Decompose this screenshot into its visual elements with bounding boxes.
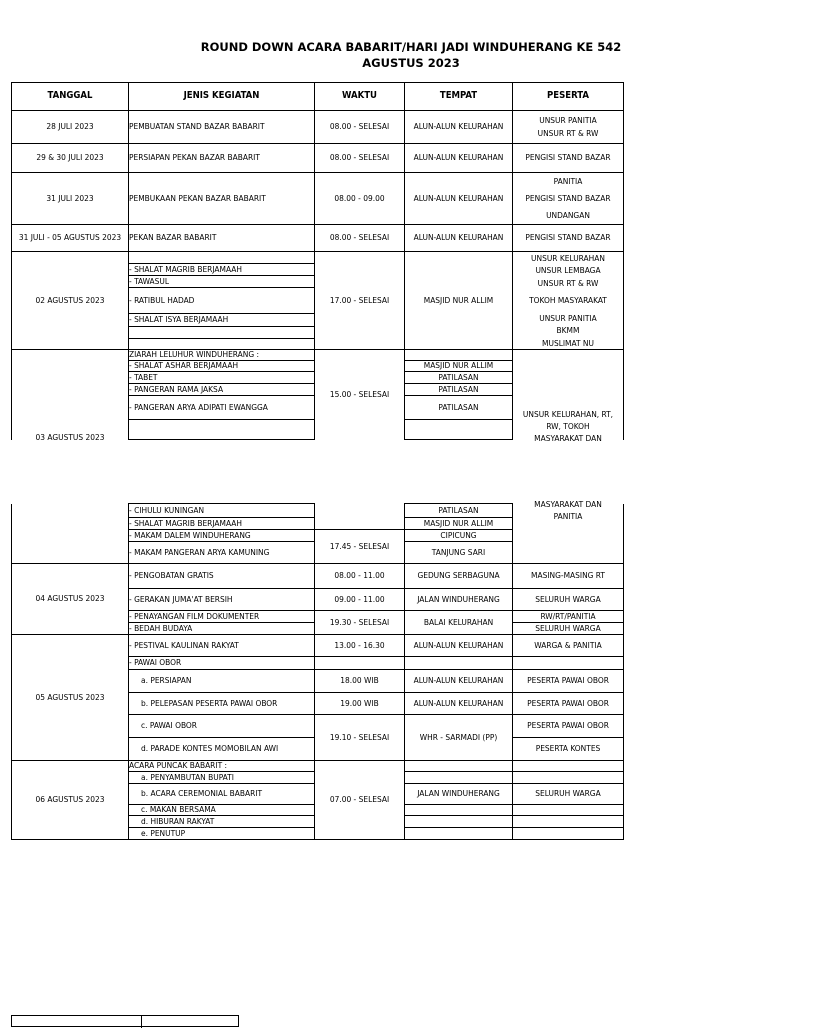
jenis-cell: PEMBUKAAN PEKAN BAZAR BABARIT (129, 173, 315, 225)
jenis-cell (129, 420, 315, 440)
jenis-cell: - BEDAH BUDAYA (129, 623, 315, 635)
tempat-cell: ALUN-ALUN KELURAHAN (405, 225, 513, 252)
table-row (12, 225, 624, 252)
peserta-line: UNSUR KELURAHAN, RT, (522, 408, 614, 419)
jenis-cell: - SHALAT ASHAR BERJAMAAH (129, 361, 315, 372)
tanggal-cell: 02 AGUSTUS 2023 (12, 252, 129, 350)
tempat-cell: ALUN-ALUN KELURAHAN (405, 693, 513, 715)
waktu-cell: 08.00 - SELESAI (315, 225, 405, 252)
waktu-cell (315, 657, 405, 670)
jenis-cell: - TAWASUL (129, 276, 315, 288)
peserta-cell: RW/RT/PANITIA (513, 611, 624, 623)
jenis-cell: - TABET (129, 372, 315, 384)
peserta-line: UNSUR RT & RW (537, 277, 599, 288)
peserta-cell: WARGA & PANITIA (513, 635, 624, 657)
peserta-cell (513, 828, 624, 840)
jenis-cell: a. PERSIAPAN (129, 670, 315, 693)
peserta-cell (513, 772, 624, 784)
jenis-cell: - PESTIVAL KAULINAN RAKYAT (129, 635, 315, 657)
schedule-part-2 (0, 498, 768, 867)
peserta-cell: MASING-MASING RT (513, 564, 624, 589)
peserta-line: TOKOH MASYARAKAT (529, 294, 607, 305)
tempat-cell (405, 350, 513, 361)
peserta-cell (513, 111, 624, 144)
waktu-cell: 19.00 WIB (315, 693, 405, 715)
peserta-cell: PENGISI STAND BAZAR (513, 144, 624, 173)
waktu-cell: 19.30 - SELESAI (315, 611, 405, 635)
jenis-cell: - PENAYANGAN FILM DOKUMENTER (129, 611, 315, 623)
peserta-cell: SELURUH WARGA (513, 589, 624, 611)
peserta-cell: PESERTA PAWAI OBOR (513, 715, 624, 738)
tempat-cell: ALUN-ALUN KELURAHAN (405, 173, 513, 225)
table-row (12, 504, 624, 518)
tanggal-cell: 31 JULI 2023 (12, 173, 129, 225)
peserta-line: PANITIA (553, 176, 583, 186)
jenis-cell: - PENGOBATAN GRATIS (129, 564, 315, 589)
jenis-cell: - GERAKAN JUMA'AT BERSIH (129, 589, 315, 611)
peserta-line: RW, TOKOH (546, 420, 590, 431)
peserta-line: MASYARAKAT DAN (534, 432, 602, 443)
tempat-cell: CIPICUNG (405, 530, 513, 542)
tempat-cell (405, 805, 513, 816)
tempat-cell: PATILASAN (405, 372, 513, 384)
table-row (12, 111, 624, 144)
tempat-cell: WHR - SARMADI (PP) (405, 715, 513, 761)
jenis-cell (129, 326, 315, 338)
table-header-row (12, 83, 624, 111)
tempat-cell: GEDUNG SERBAGUNA (405, 564, 513, 589)
tempat-cell: PATILASAN (405, 384, 513, 396)
tempat-cell (405, 657, 513, 670)
column-divider (141, 1016, 142, 1028)
table-row (12, 635, 624, 657)
peserta-cell: PESERTA PAWAI OBOR (513, 670, 624, 693)
tanggal-cell: 28 JULI 2023 (12, 111, 129, 144)
jenis-cell: - PAWAI OBOR (129, 657, 315, 670)
jenis-cell: ACARA PUNCAK BABARIT : (129, 761, 315, 772)
peserta-cell (513, 761, 624, 772)
tempat-cell: ALUN-ALUN KELURAHAN (405, 144, 513, 173)
next-page-table-edge (11, 1015, 239, 1027)
jenis-cell: - PANGERAN RAMA JAKSA (129, 384, 315, 396)
jenis-cell: PEMBUATAN STAND BAZAR BABARIT (129, 111, 315, 144)
peserta-cell: PENGISI STAND BAZAR (513, 225, 624, 252)
tanggal-cell (12, 504, 129, 564)
jenis-cell (129, 338, 315, 349)
peserta-line: MASYARAKAT DAN (534, 498, 602, 509)
jenis-cell: - RATIBUL HADAD (129, 288, 315, 313)
peserta-cell (513, 816, 624, 828)
peserta-cell (513, 173, 624, 225)
tempat-cell (405, 816, 513, 828)
jenis-cell: - SHALAT MAGRIB BERJAMAAH (129, 264, 315, 276)
waktu-cell: 09.00 - 11.00 (315, 589, 405, 611)
jenis-cell: - PANGERAN ARYA ADIPATI EWANGGA (129, 396, 315, 420)
jenis-cell: - MAKAM PANGERAN ARYA KAMUNING (129, 542, 315, 564)
waktu-cell: 08.00 - 09.00 (315, 173, 405, 225)
tanggal-cell: 31 JULI - 05 AGUSTUS 2023 (12, 225, 129, 252)
header-jenis-kegiatan: JENIS KEGIATAN (129, 83, 315, 111)
tempat-cell: MASJID NUR ALLIM (405, 252, 513, 350)
tempat-cell: ALUN-ALUN KELURAHAN (405, 635, 513, 657)
peserta-cell: SELURUH WARGA (513, 623, 624, 635)
jenis-cell: a. PENYAMBUTAN BUPATI (129, 772, 315, 784)
table-row (12, 761, 624, 772)
waktu-cell: 08.00 - 11.00 (315, 564, 405, 589)
tempat-cell (405, 761, 513, 772)
tanggal-cell: 06 AGUSTUS 2023 (12, 761, 129, 840)
jenis-cell: PEKAN BAZAR BABARIT (129, 225, 315, 252)
tempat-cell: ALUN-ALUN KELURAHAN (405, 670, 513, 693)
jenis-cell: b. ACARA CEREMONIAL BABARIT (129, 784, 315, 805)
header-peserta: PESERTA (513, 83, 624, 111)
tempat-cell: JALAN WINDUHERANG (405, 589, 513, 611)
peserta-cell (513, 498, 624, 564)
table-row (12, 173, 624, 225)
tanggal-cell: 05 AGUSTUS 2023 (12, 635, 129, 761)
header-tanggal: TANGGAL (12, 83, 129, 111)
peserta-line: UNSUR PANITIA (539, 114, 597, 125)
schedule-table (11, 82, 624, 443)
peserta-line: UNSUR LEMBAGA (535, 265, 601, 276)
waktu-cell: 15.00 - SELESAI (315, 350, 405, 440)
tempat-cell: JALAN WINDUHERANG (405, 784, 513, 805)
peserta-line: UNSUR RT & RW (537, 127, 599, 138)
header-waktu: WAKTU (315, 83, 405, 111)
tempat-cell: MASJID NUR ALLIM (405, 518, 513, 530)
jenis-cell: ZIARAH LELUHUR WINDUHERANG : (129, 350, 315, 361)
waktu-cell: 08.00 - SELESAI (315, 144, 405, 173)
waktu-cell (315, 504, 405, 530)
peserta-line: PANITIA (553, 510, 583, 521)
peserta-cell (513, 805, 624, 816)
peserta-cell: SELURUH WARGA (513, 784, 624, 805)
tempat-cell: TANJUNG SARI (405, 542, 513, 564)
jenis-cell: e. PENUTUP (129, 828, 315, 840)
peserta-line: UNDANGAN (546, 210, 590, 220)
table-row (12, 252, 624, 264)
tempat-cell: PATILASAN (405, 504, 513, 518)
header-tempat: TEMPAT (405, 83, 513, 111)
tempat-cell (405, 772, 513, 784)
waktu-cell: 08.00 - SELESAI (315, 111, 405, 144)
tempat-cell: BALAI KELURAHAN (405, 611, 513, 635)
jenis-cell: - MAKAM DALEM WINDUHERANG (129, 530, 315, 542)
peserta-line: UNSUR PANITIA (539, 313, 597, 324)
peserta-cell (513, 350, 624, 443)
jenis-cell: - CIHULU KUNINGAN (129, 504, 315, 518)
waktu-cell: 18.00 WIB (315, 670, 405, 693)
tanggal-cell (12, 350, 129, 440)
peserta-cell: PESERTA KONTES (513, 738, 624, 761)
document-subtitle: AGUSTUS 2023 (362, 56, 460, 70)
waktu-cell: 13.00 - 16.30 (315, 635, 405, 657)
jenis-cell: b. PELEPASAN PESERTA PAWAI OBOR (129, 693, 315, 715)
jenis-cell: c. PAWAI OBOR (129, 715, 315, 738)
jenis-cell: d. PARADE KONTES MOMOBILAN AWI (129, 738, 315, 761)
peserta-cell (513, 657, 624, 670)
table-row (12, 564, 624, 589)
tanggal-text: 03 AGUSTUS 2023 (35, 431, 105, 442)
peserta-cell (513, 252, 624, 350)
jenis-cell: c. MAKAN BERSAMA (129, 805, 315, 816)
tanggal-cell: 29 & 30 JULI 2023 (12, 144, 129, 173)
peserta-cell: PESERTA PAWAI OBOR (513, 693, 624, 715)
tempat-cell: MASJID NUR ALLIM (405, 361, 513, 372)
jenis-cell: - SHALAT MAGRIB BERJAMAAH (129, 518, 315, 530)
peserta-line: MUSLIMAT NU (542, 337, 594, 348)
waktu-cell: 19.10 - SELESAI (315, 715, 405, 761)
tempat-cell (405, 828, 513, 840)
waktu-cell: 07.00 - SELESAI (315, 761, 405, 840)
tempat-cell: PATILASAN (405, 396, 513, 420)
peserta-line: BKMM (556, 325, 580, 336)
jenis-cell (129, 252, 315, 264)
waktu-cell: 17.45 - SELESAI (315, 530, 405, 564)
table-row (12, 350, 624, 361)
waktu-cell: 17.00 - SELESAI (315, 252, 405, 350)
jenis-cell: PERSIAPAN PEKAN BAZAR BABARIT (129, 144, 315, 173)
peserta-line: UNSUR KELURAHAN (531, 253, 605, 263)
table-row (12, 144, 624, 173)
document-title: ROUND DOWN ACARA BABARIT/HARI JADI WINDUHERANG KE 542 (200, 40, 622, 54)
tanggal-cell: 04 AGUSTUS 2023 (12, 564, 129, 635)
jenis-cell: - SHALAT ISYA BERJAMAAH (129, 313, 315, 326)
tempat-cell: ALUN-ALUN KELURAHAN (405, 111, 513, 144)
tempat-cell (405, 420, 513, 440)
schedule-table-continued (11, 498, 624, 840)
schedule-part-1 (0, 0, 768, 443)
peserta-line: PENGISI STAND BAZAR (525, 193, 611, 203)
jenis-cell: d. HIBURAN RAKYAT (129, 816, 315, 828)
